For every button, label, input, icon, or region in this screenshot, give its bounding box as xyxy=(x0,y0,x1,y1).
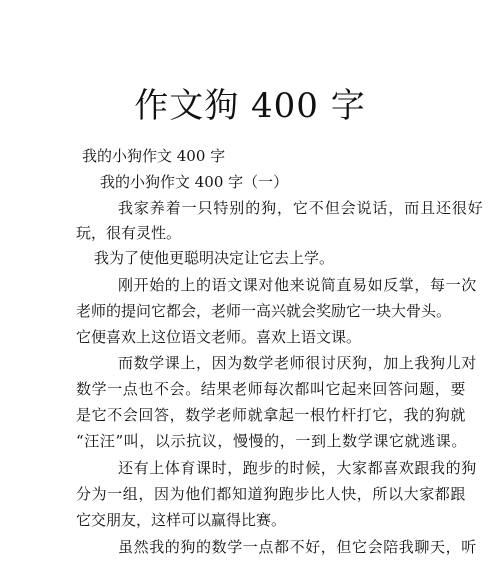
text-line: 虽然我的狗的数学一点都不好，但它会陪我聊天，听 xyxy=(118,538,477,556)
text-line: 而数学课上，因为数学老师很讨厌狗，加上我狗儿对 xyxy=(118,354,477,372)
text-line: 还有上体育课时，跑步的时候，大家都喜欢跟我的狗 xyxy=(118,459,477,477)
text-line: 它交朋友，这样可以赢得比赛。 xyxy=(76,511,287,529)
text-line: 数学一点也不会。结果老师每次都叫它起来回答问题，要 xyxy=(76,380,467,398)
text-line: 玩，很有灵性。 xyxy=(76,224,182,242)
text-line: 我为了使他更聪明决定让它去上学。 xyxy=(94,249,335,267)
text-line: 它便喜欢上这位语文老师。喜欢上语文课。 xyxy=(76,328,362,346)
text-line: 是它不会回答，数学老师就拿起一根竹杆打它，我的狗就 xyxy=(76,406,467,424)
text-line: 老师的提问它都会，老师一高兴就会奖励它一块大骨头。 xyxy=(76,302,452,320)
text-line: 我家养着一只特别的狗，它不但会说话，而且还很好 xyxy=(118,199,484,217)
section-heading: 我的小狗作文 400 字 xyxy=(82,147,226,165)
text-line: 刚开始的上的语文课对他来说简直易如反掌，每一次 xyxy=(118,276,477,294)
text-line: 分为一组，因为他们都知道狗跑步比人快，所以大家都跟 xyxy=(76,485,467,503)
text-line: “汪汪”叫，以示抗议，慢慢的，一到上数学课它就逃课。 xyxy=(76,432,467,450)
essay-heading: 我的小狗作文 400 字（一） xyxy=(100,173,289,191)
document-title: 作文狗 400 字 xyxy=(134,86,366,126)
